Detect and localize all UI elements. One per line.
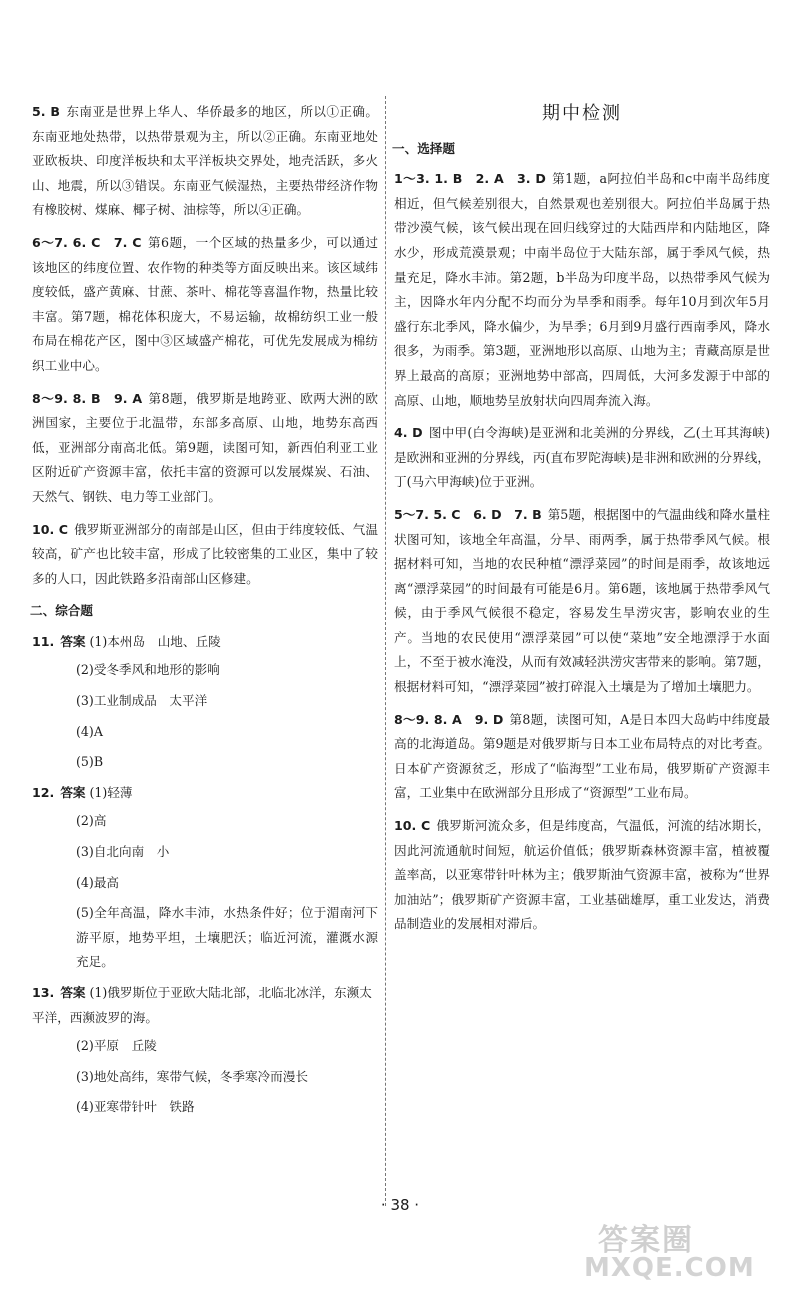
answer-part: (3)工业制成品 太平洋 — [76, 693, 208, 709]
question-8-9-explanation — [394, 708, 770, 806]
explanation-text: 俄罗斯河流众多，但是纬度高，气温低，河流的结冰期长，因此河流通航时间短，航运价值低；俄罗斯森林资源丰富，植被覆盖率高，以亚寒带针叶林为主；俄罗斯油气资源丰富，被称为“世界加油站”；俄罗斯矿产资源丰富，工业基础雄厚，重工业发达，消费品制造业的发展相对滞后。 — [394, 818, 771, 932]
section-heading-choice: 一、选择题 — [392, 140, 455, 156]
answer-part: (2)高 — [76, 813, 107, 829]
answer-part: (2)受冬季风和地形的影响 — [76, 662, 220, 678]
explanation-text: 第8题，读图可知，A是日本四大岛屿中纬度最高的北海道岛。第9题是对俄罗斯与日本工业布局特点的对比考查。日本矿产资源贫乏，形成了“临海型”工业布局，俄罗斯矿产资源丰富，工业集中在欧洲部分且形成了“资源型”工业布局。 — [394, 711, 770, 801]
question-number: 6～7. 6. C 7. C — [32, 234, 142, 250]
column-divider — [385, 96, 386, 1206]
question-10-explanation — [394, 814, 770, 937]
answer-part: (1)轻薄 — [89, 784, 133, 800]
answer-part: (1)本州岛 山地、丘陵 — [89, 633, 221, 649]
section-title: 期中检测 — [542, 103, 622, 124]
question-number: 8～9. 8. B 9. A — [32, 390, 143, 406]
question-4-explanation — [394, 421, 770, 495]
question-5-7-explanation — [394, 503, 770, 700]
question-8-9-explanation — [32, 387, 378, 510]
question-number: 12. — [32, 784, 55, 800]
question-6-7-explanation — [32, 231, 378, 379]
answer-part: (1)俄罗斯位于亚欧大陆北部，北临北冰洋，东濒太平洋，西濒波罗的海。 — [32, 985, 372, 1025]
answer-part: (3)地处高纬，寒带气候，冬季寒冷而漫长 — [76, 1068, 308, 1084]
question-number: 1～3. 1. B 2. A 3. D — [394, 171, 546, 187]
explanation-text: 东南亚是世界上华人、华侨最多的地区，所以①正确。东南亚地处热带，以热带景观为主，所以②正确。东南亚地处亚欧板块、印度洋板块和太平洋板块交界处，地壳活跃，多火山、地震，所以③错误。东南亚气候湿热，主要热带经济作物有橡胶树、煤麻、椰子树、油棕等，所以④正确。 — [32, 104, 379, 218]
answer-part: (5)全年高温，降水丰沛，水热条件好；位于湄南河下游平原，地势平坦，土壤肥沃；临近河流，灌溉水源充足。 — [76, 905, 378, 970]
explanation-text: 第6题，一个区域的热量多少，可以通过该地区的纬度位置、农作物的种类等方面反映出来。该区域纬度较低，盛产黄麻、甘蔗、茶叶、棉花等喜温作物，热量比较丰富。第7题，棉花体积庞大，不易运输，故棉纺织工业一般布局在棉花产区，图中③区域盛产棉花，可优先发展成为棉纺织工业中心。 — [32, 234, 378, 373]
question-number: 13. — [32, 985, 55, 1000]
answer-part: (4)最高 — [76, 874, 120, 890]
question-number: 4. D — [394, 425, 423, 441]
question-number: 5. B — [32, 104, 60, 119]
question-number: 8～9. 8. A 9. D — [394, 711, 504, 727]
question-number: 10. C — [394, 818, 431, 834]
question-11-answer — [32, 630, 378, 655]
question-number: 10. C — [32, 521, 69, 537]
watermark-url: MXQE.COM — [584, 1253, 755, 1283]
question-1-3-explanation — [394, 167, 770, 413]
question-13-answer — [32, 981, 378, 1030]
answer-part: (4)亚寒带针叶 铁路 — [76, 1099, 195, 1115]
explanation-text: 第5题，根据图中的气温曲线和降水量柱状图可知，该地全年高温，分旱、雨两季，属于热带季风气候。根据材料可知，当地的农民种植“漂浮菜园”的时间是雨季，故该地远离“漂浮菜园”的时间最有可能是6月。第6题，该地属于热带季风气候，由于季风气候很不稳定，容易发生旱涝灾害，影响农业的生产。当地的农民使用“漂浮菜园”可以使“菜地”安全地漂浮于水面上，不至于被水淹没，从而有效减轻洪涝灾害带来的影响。第7题，根据材料可知，“漂浮菜园”被打碎混入土壤是为了增加土壤肥力。 — [394, 506, 770, 695]
question-number: 5～7. 5. C 6. D 7. B — [394, 506, 542, 522]
left-column — [32, 100, 378, 1126]
question-10-explanation — [32, 518, 378, 592]
page-number: · 38 · — [380, 1196, 420, 1214]
question-number: 11. — [32, 633, 55, 649]
question-5-explanation — [32, 100, 378, 223]
answer-part: (2)平原 丘陵 — [76, 1038, 157, 1054]
explanation-text: 图中甲(白令海峡)是亚洲和北美洲的分界线，乙(土耳其海峡)是欧洲和亚洲的分界线，丙(直布罗陀海峡)是非洲和欧洲的分界线，丁(马六甲海峡)位于亚洲。 — [394, 425, 770, 490]
answer-label: 答案 — [60, 985, 86, 1000]
answer-part: (5)B — [76, 754, 104, 770]
answer-part: (4)A — [76, 723, 103, 739]
explanation-text: 俄罗斯亚洲部分的南部是山区，但由于纬度较低、气温较高，矿产也比较丰富，形成了比较密集的工业区，集中了较多的人口，因此铁路多沿南部山区修建。 — [32, 521, 379, 586]
section-heading-comprehensive: 二、综合题 — [30, 603, 93, 619]
question-12-answer — [32, 781, 378, 806]
explanation-text: 第1题，a阿拉伯半岛和c中南半岛纬度相近，但气候差别很大，自然景观也差别很大。阿拉伯半岛属于热带沙漠气候，该气候出现在回归线穿过的大陆西岸和内陆地区，降水少，形成荒漠景观；中南半岛位于大陆东部，属于季风气候，热量充足，降水丰沛。第2题，b半岛为印度半岛，以热带季风气候为主，因降水年内分配不均而分为旱季和雨季。每年10月到次年5月盛行东北季风，降水偏少，为旱季；6月到9月盛行西南季风，降水很多，为雨季。第3题，亚洲地形以高原、山地为主；青藏高原是世界上最高的高原；亚洲地势中部高，四周低，大河多发源于中部的高原、山地，顺地势呈放射状向四周奔流入海。 — [394, 171, 770, 408]
explanation-text: 第8题，俄罗斯是地跨亚、欧两大洲的欧洲国家，主要位于北温带，东部多高原、山地，地势东高西低，亚洲部分南高北低。第9题，读图可知，新西伯利亚工业区附近矿产资源丰富，依托丰富的资源可以发展煤炭、石油、天然气、钢铁、电力等工业部门。 — [32, 390, 379, 504]
watermark — [584, 1215, 784, 1287]
watermark-logo: 答案圈 — [598, 1223, 694, 1258]
right-column — [394, 100, 770, 945]
answer-label: 答案 — [60, 633, 86, 649]
answer-label: 答案 — [60, 784, 86, 800]
answer-part: (3)自北向南 小 — [76, 844, 170, 860]
